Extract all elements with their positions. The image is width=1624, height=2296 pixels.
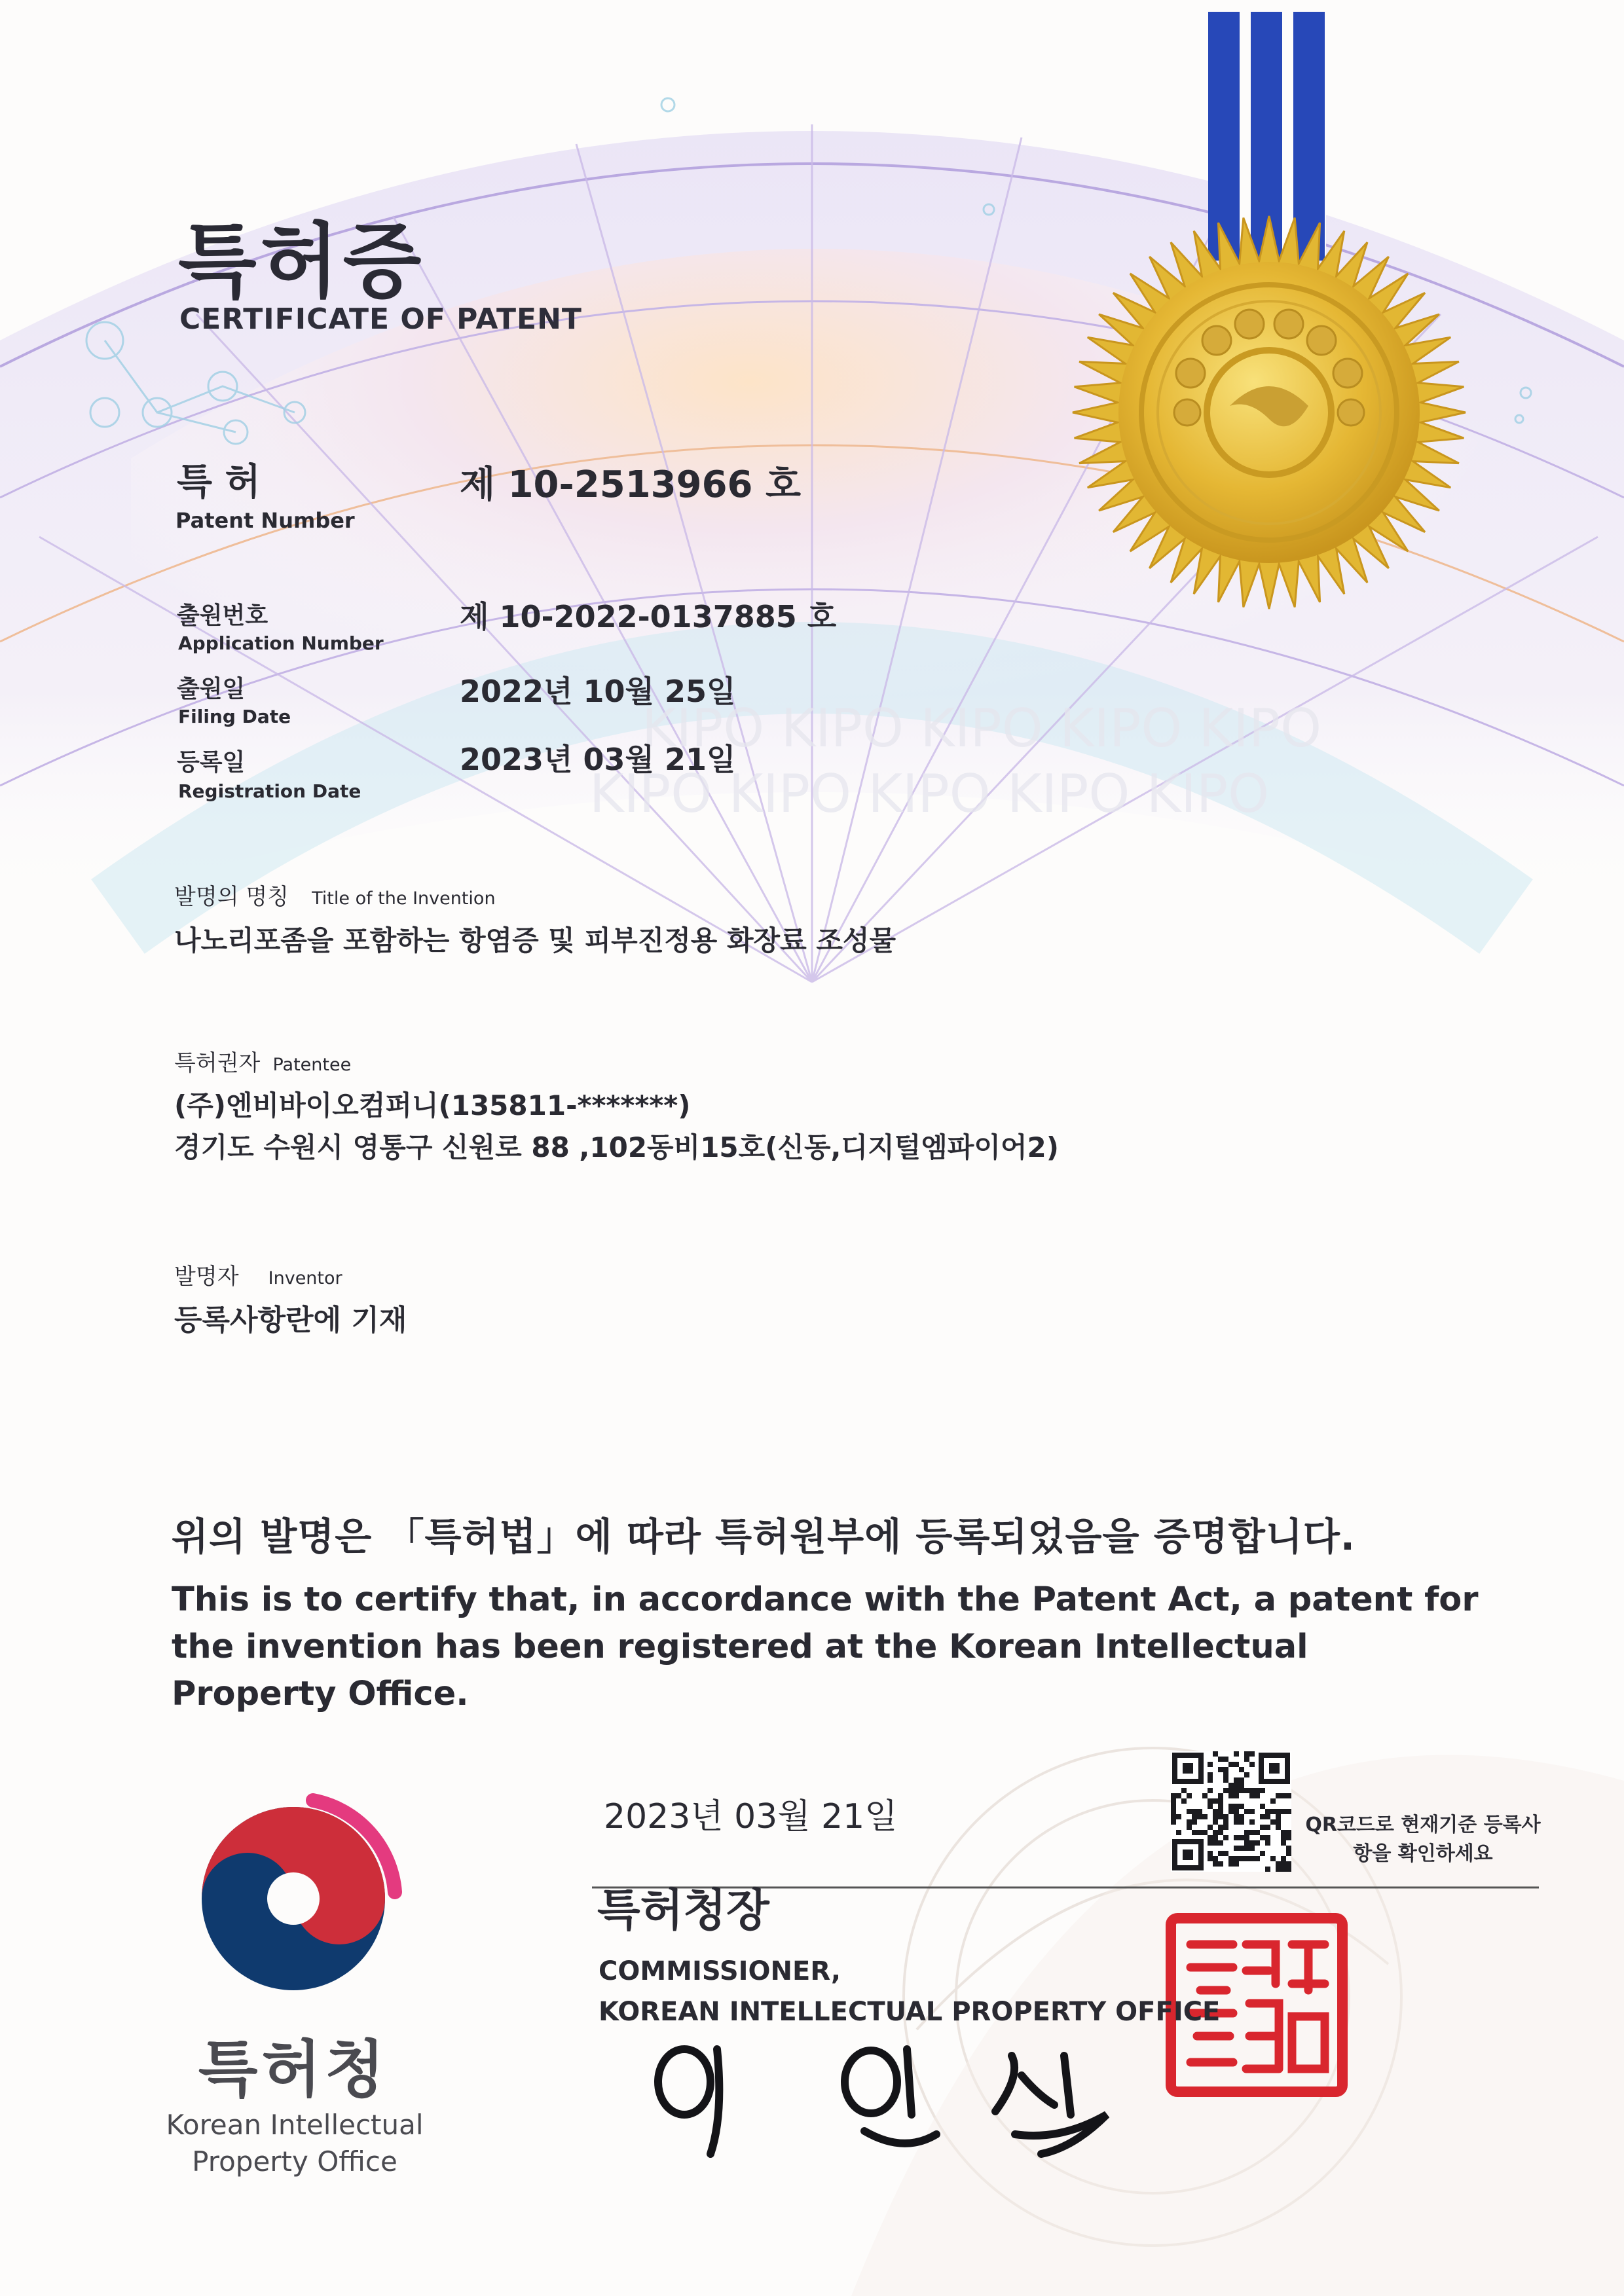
inventor-label-en: Inventor: [268, 1268, 342, 1288]
invention-title: 나노리포좀을 포함하는 항염증 및 피부진정용 화장료 조성물: [174, 924, 896, 957]
invention-label-ko: 발명의 명칭: [174, 884, 289, 910]
registration-date: 2023년 03월 21일: [460, 742, 736, 777]
issue-date: 2023년 03월 21일: [604, 1797, 898, 1836]
inventor-label-ko: 발명자: [174, 1264, 239, 1290]
registration-label-en: Registration Date: [178, 780, 361, 802]
watermark-line-2: KIPO KIPO KIPO KIPO KIPO: [589, 763, 1270, 824]
taegeuk-logo-icon: [202, 1800, 395, 1990]
patentee-name: (주)엔비바이오컴퍼니(135811-*******): [174, 1089, 691, 1121]
patent-label-en: Patent Number: [175, 508, 355, 533]
certification-en: This is to certify that, in accordance with the Patent Act, a patent for the invention has been registered at the Korean Intellectual Property Office.: [172, 1580, 1479, 1713]
inventor-label: [174, 1258, 342, 1290]
certificate-title: 특허증: [178, 215, 426, 309]
patentee-address: 경기도 수원시 영통구 신원로 88 ,102동비15호(신동,디지털엠파이어2): [174, 1131, 1059, 1163]
commissioner-title-en: COMMISSIONER, KOREAN INTELLECTUAL PROPERTY OFFICE: [599, 1956, 1221, 2027]
office-name-en: Korean Intellectual Property Office: [166, 2109, 424, 2178]
commissioner-title-ko: 특허청장: [597, 1885, 769, 1937]
invention-label: [174, 879, 496, 911]
qr-code-icon: [1171, 1751, 1291, 1872]
application-number: 제 10-2022-0137885 호: [460, 599, 837, 634]
filing-label-en: Filing Date: [178, 706, 291, 727]
certificate-subtitle: CERTIFICATE OF PATENT: [179, 302, 582, 336]
watermark-line-1: KIPO KIPO KIPO KIPO KIPO: [642, 698, 1322, 759]
inventor-value: 등록사항란에 기재: [174, 1303, 407, 1337]
qr-note: QR코드로 현재기준 등록사항을 확인하세요: [1305, 1813, 1541, 1865]
invention-label-en: Title of the Invention: [312, 888, 496, 909]
filing-label-ko: 출원일: [177, 676, 246, 702]
patent-number: 제 10-2513966 호: [460, 464, 802, 506]
application-label-en: Application Number: [178, 632, 384, 654]
office-name-ko: 특허청: [198, 2034, 389, 2105]
patent-label-ko: 특 허: [177, 461, 261, 503]
gold-seal-icon: [1073, 216, 1466, 609]
filing-date: 2022년 10월 25일: [460, 674, 736, 709]
registration-label-ko: 등록일: [177, 749, 246, 776]
patentee-label: [174, 1045, 351, 1077]
certification-ko: 위의 발명은 「특허법」에 따라 특허원부에 등록되었음을 증명합니다.: [172, 1514, 1356, 1559]
patentee-label-en: Patentee: [272, 1055, 352, 1075]
patentee-label-ko: 특허권자: [174, 1050, 261, 1076]
application-label-ko: 출원번호: [177, 602, 268, 629]
